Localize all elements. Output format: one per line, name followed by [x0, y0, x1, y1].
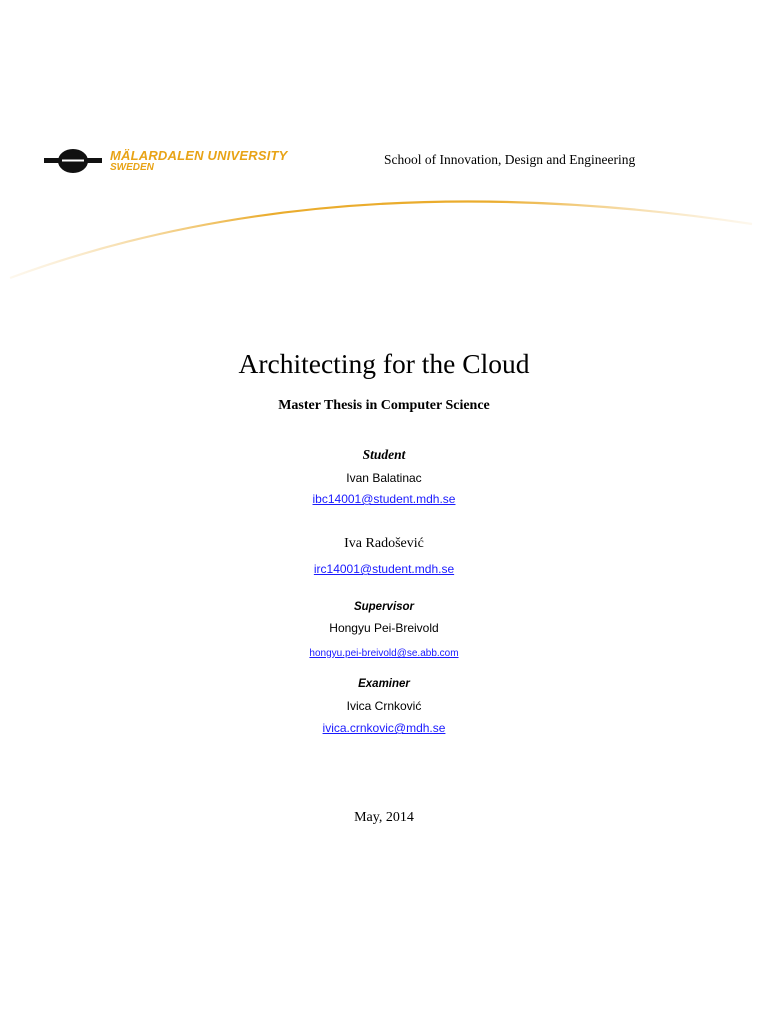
supervisor-label: Supervisor: [353, 601, 415, 613]
university-logo: [42, 143, 288, 183]
university-emblem-icon: [42, 147, 104, 175]
examiner-name: Ivica Crnković: [346, 699, 422, 713]
supervisor-email[interactable]: hongyu.pei-breivold@se.abb.com: [309, 648, 459, 659]
student-name-1: Ivan Balatinac: [346, 471, 422, 485]
examiner-email-wrap: [0, 719, 768, 737]
student-email-2[interactable]: irc14001@student.mdh.se: [313, 562, 455, 576]
student-email-2-wrap: [0, 560, 768, 578]
logo-university-name: MÄLARDALEN UNIVERSITY: [110, 148, 288, 163]
student-email-1[interactable]: ibc14001@student.mdh.se: [312, 492, 456, 506]
student-label: Student: [362, 447, 406, 462]
decorative-arc: [0, 180, 768, 290]
thesis-subtitle: Master Thesis in Computer Science: [278, 398, 490, 413]
logo-country: SWEDEN: [110, 162, 154, 173]
thesis-title: Architecting for the Cloud: [238, 348, 530, 379]
supervisor-name: Hongyu Pei-Breivold: [329, 621, 439, 635]
examiner-label: Examiner: [358, 678, 410, 690]
school-name: School of Innovation, Design and Engineering: [384, 152, 636, 167]
submission-date: May, 2014: [354, 810, 414, 825]
student-email-1-wrap: [0, 490, 768, 508]
examiner-email[interactable]: ivica.crnkovic@mdh.se: [322, 721, 446, 735]
student-name-2: Iva Radošević: [344, 536, 424, 551]
supervisor-email-wrap: [0, 643, 768, 661]
